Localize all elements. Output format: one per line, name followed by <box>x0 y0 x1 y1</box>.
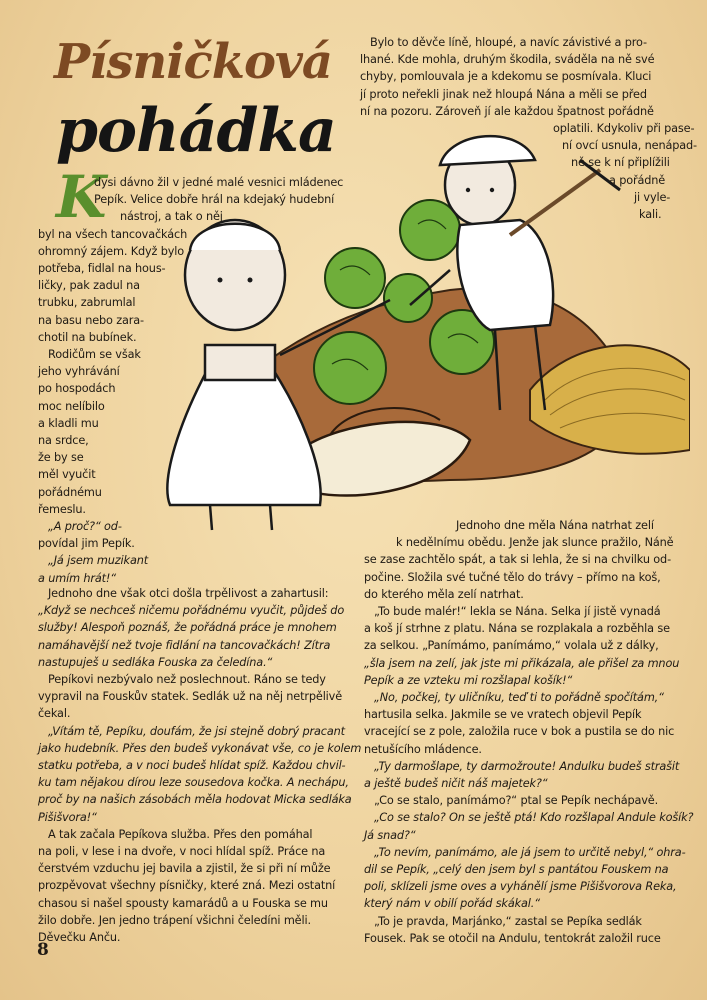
text-line: Pepík a ze vzteku mi rozšlapal košík!“ <box>364 673 573 687</box>
text-line: pořádnému <box>38 485 102 499</box>
text-line: statku potřeba, a v noci budeš hlídat spíž. Každou chvil- <box>38 759 346 773</box>
left-column-intro <box>38 174 358 587</box>
text-line: poli, sklízeli jsme oves a vyhánělí jsme Pišišvorova Reka, <box>364 880 677 894</box>
title-line-2: pohádka <box>56 96 336 166</box>
text-line: Děvečku Anču. <box>38 931 121 945</box>
text-line: „Ty darmošlape, ty darmožroute! Andulku budeš strašit <box>374 759 680 773</box>
text-line: po hospodách <box>38 382 116 396</box>
text-line: ji vyle- <box>634 190 671 204</box>
page-number: 8 <box>37 940 49 960</box>
text-line: „šla jsem na zelí, jak jste mi přikázala, ale přišel za mnou <box>364 656 680 670</box>
text-line: chotil na bubínek. <box>38 330 137 344</box>
text-line: proč by na našich zásobách měla hodovat Micka sedláka <box>38 793 352 807</box>
text-line: jí proto neřekli jinak než hloupá Nána a měli se před <box>360 87 647 101</box>
text-line: „Vítám tě, Pepíku, doufám, že jsi stejně dobrý pracant <box>48 724 345 738</box>
text-line: počine. Složila své tučné tělo do trávy – přímo na koš, <box>364 570 661 584</box>
text-line: a koš jí strhne z platu. Nána se rozplakala a rozběhla se <box>364 622 670 636</box>
text-line: povídal jim Pepík. <box>38 537 135 551</box>
text-line: netušícího mládence. <box>364 742 482 756</box>
text-line: Pepíkovi nezbývalo než poslechnout. Ráno se tedy <box>48 673 326 687</box>
text-line: a umím hrát!“ <box>38 571 116 585</box>
text-line: oplatili. Kdykoliv při pase- <box>553 122 695 136</box>
text-line: kali. <box>639 208 662 222</box>
text-line: „A proč?“ od- <box>48 520 122 534</box>
text-line: „Já jsem muzikant <box>48 554 149 568</box>
text-line: dil se Pepík, „celý den jsem byl s pantátou Fouskem na <box>364 863 669 877</box>
text-line: ně se k ní připlížili <box>571 156 670 170</box>
text-line: a ještě budeš ničit náš majetek?“ <box>364 777 548 791</box>
text-line: jeho vyhrávání <box>38 365 120 379</box>
text-line: jako hudebník. Přes den budeš vykonávat vše, co je kolem <box>38 741 362 755</box>
right-column-top <box>360 34 697 223</box>
text-line: ličky, pak zadul na <box>38 279 140 293</box>
drop-cap: K <box>56 163 107 231</box>
text-line: za selkou. „Panímámo, panímámo,“ volala už z dálky, <box>364 639 659 653</box>
title-line-1: Písničková <box>54 34 332 90</box>
text-line: Rodičům se však <box>48 348 141 362</box>
text-line: řemeslu. <box>38 502 86 516</box>
text-line: „To bude malér!“ lekla se Nána. Selka jí jistě vynadá <box>374 605 661 619</box>
text-line: trubku, zabrumlal <box>38 296 136 310</box>
text-line: lhané. Kde mohla, druhým škodila, sváděla na ně své <box>360 53 655 67</box>
text-line: Já snad?“ <box>364 828 416 842</box>
text-line: nastupuješ u sedláka Fouska za čeledína.“ <box>38 655 273 669</box>
text-line: na basu nebo zara- <box>38 313 144 327</box>
text-line: chasou si našel spousty kamarádů a u Fouska se mu <box>38 896 328 910</box>
text-line: byl na všech tancovačkách <box>38 227 188 241</box>
text-line: namáhavější než tvoje fidlání na tancovačkách! Zítra <box>38 638 331 652</box>
text-line: dysi dávno žil v jedné malé vesnici mládenec <box>94 176 344 189</box>
text-line: žilo dobře. Jen jedno trápení všichni čeledíni měli. <box>38 913 311 927</box>
text-line: služby! Alespoň poznáš, že pořádná práce je mnohem <box>38 621 337 635</box>
text-line: „Co se stalo, panímámo?“ ptal se Pepík nechápavě. <box>374 794 659 808</box>
text-line: „Když se nechceš ničemu pořádnému vyučit, půjdeš do <box>38 604 345 618</box>
text-line: hartusila selka. Jakmile se ve vratech objevil Pepík <box>364 708 642 722</box>
text-line: měl vyučit <box>38 468 96 482</box>
left-column-main <box>38 585 362 946</box>
text-line: nástroj, a tak o něj <box>120 210 223 224</box>
right-column-main <box>364 517 694 947</box>
text-line: do kterého měla zelí natrhat. <box>364 587 524 601</box>
text-line: ohromný zájem. Když bylo <box>38 244 185 258</box>
text-line: potřeba, fidlal na hous- <box>38 262 166 276</box>
text-line: Pepík. Velice dobře hrál na kdejaký hudební <box>94 193 335 207</box>
text-line: Jednoho dne měla Nána natrhat zelí <box>456 519 654 532</box>
text-line: který nám v obilí pořád skákal.“ <box>364 897 540 911</box>
text-line: „To je pravda, Marjánko,“ zastal se Pepíka sedlák <box>374 914 642 928</box>
text-line: prozpěvovat všechny písničky, které zná. Mezi ostatní <box>38 879 336 893</box>
text-line: vypravil na Fouskův statek. Sedlák už na něj netrpělivě <box>38 690 343 704</box>
text-line: chyby, pomlouvala je a kdekomu se posmívala. Kluci <box>360 70 652 84</box>
text-line: Fousek. Pak se otočil na Andulu, tentokrát založil ruce <box>364 931 661 945</box>
text-line: že by se <box>38 451 84 465</box>
text-line: a pořádně <box>609 173 666 187</box>
text-line: ní ovcí usnula, nenápad- <box>562 139 697 153</box>
text-line: „Co se stalo? On se ještě ptá! Kdo rozšlapal Andule košík? <box>374 811 694 825</box>
text-line: Jednoho dne však otci došla trpělivost a zahartusil: <box>48 587 329 600</box>
text-line: „No, počkej, ty uličníku, teď ti to pořádně spočítám,“ <box>374 691 664 705</box>
text-line: čerstvém vzduchu jej bavila a zjistil, že si při ní může <box>38 862 331 876</box>
text-line: moc nelíbilo <box>38 399 105 413</box>
text-line: A tak začala Pepíkova služba. Přes den pomáhal <box>48 827 313 841</box>
text-line: „To nevím, panímámo, ale já jsem to určitě nebyl,“ ohra- <box>374 845 686 859</box>
text-line: na srdce, <box>38 434 89 448</box>
text-line: Bylo to děvče líně, hloupé, a navíc závistivé a pro- <box>370 36 647 49</box>
text-line: Pišišvora!“ <box>38 810 97 824</box>
text-line: vracející se z pole, založila ruce v bok a pustila se do nic <box>364 725 675 739</box>
text-line: ní na pozoru. Zároveň jí ale každou špatnost pořádně <box>360 104 654 118</box>
text-line: a kladli mu <box>38 416 99 430</box>
text-line: na poli, v lese i na dvoře, v noci hlídal spíž. Práce na <box>38 845 326 859</box>
text-line: k nedělnímu obědu. Jenže jak slunce pražilo, Náně <box>396 536 674 550</box>
text-line: se zase zachtělo spát, a tak si lehla, že si na chvilku od- <box>364 553 671 567</box>
text-line: čekal. <box>38 707 71 721</box>
text-line: ku tam nějakou dírou leze sousedova kočka. A nechápu, <box>38 776 349 790</box>
